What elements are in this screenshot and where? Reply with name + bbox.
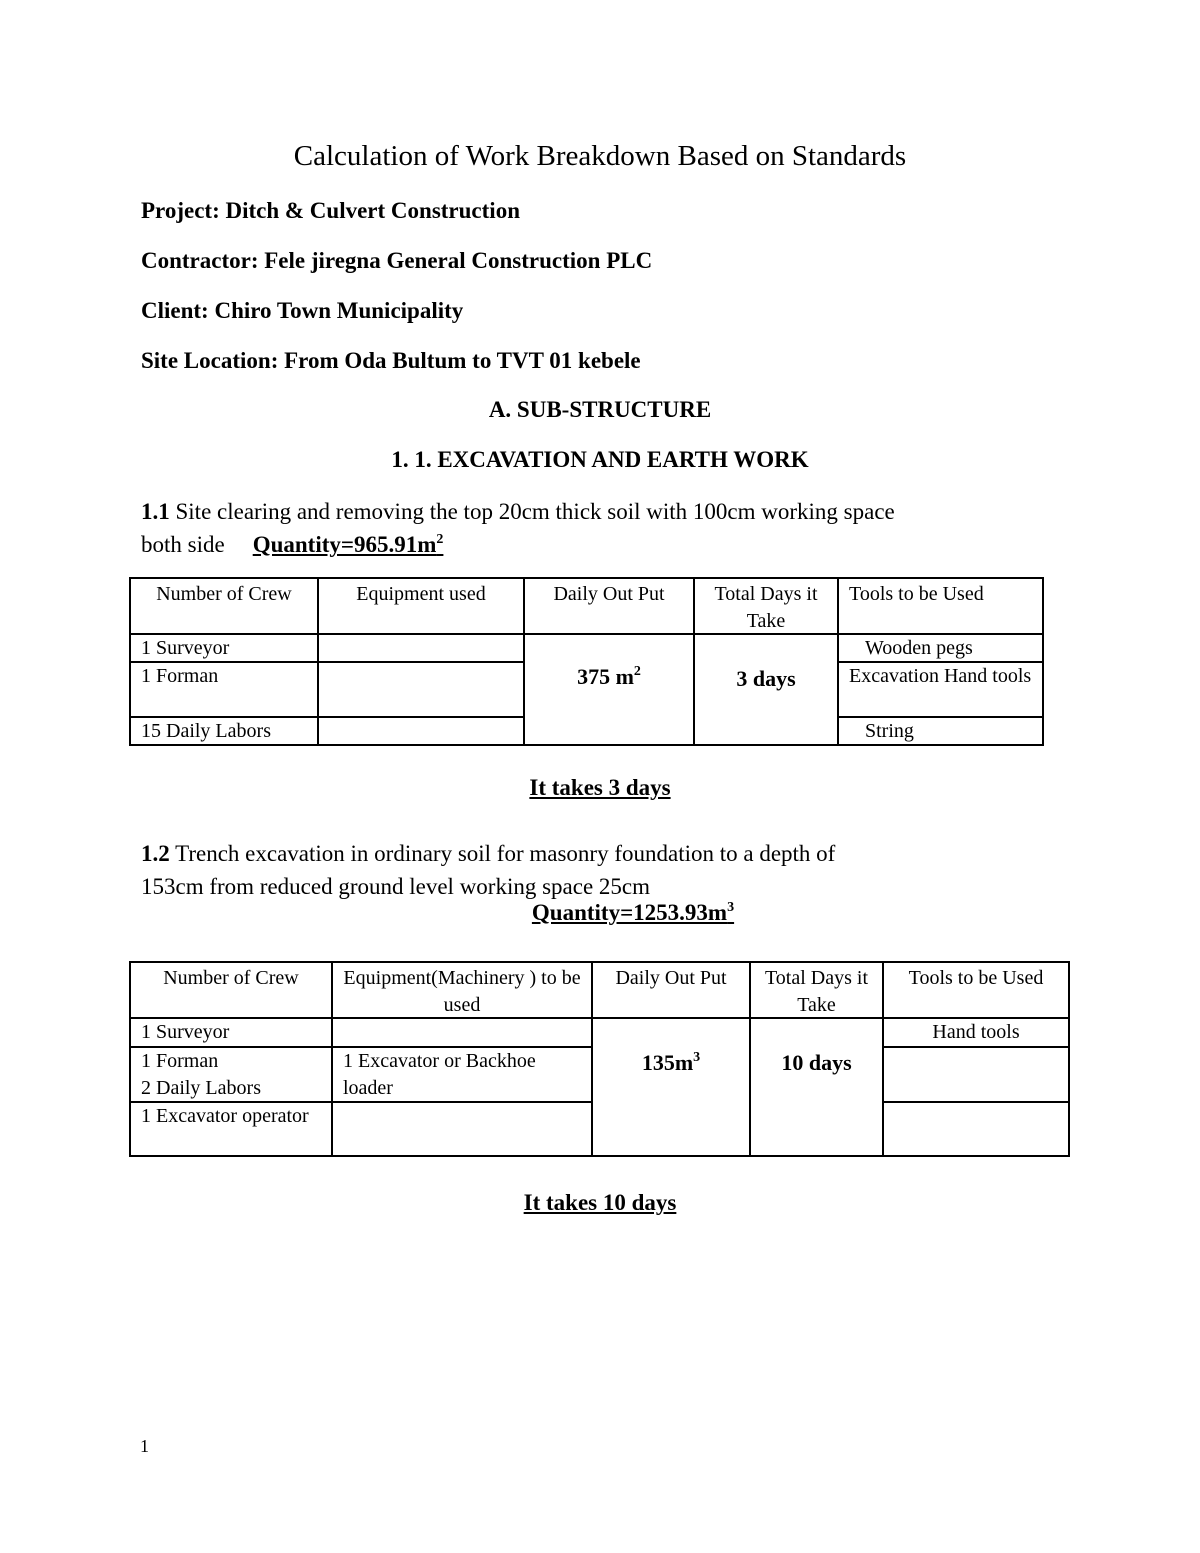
daily-output-cell: 375 $m^2$ <box>523 633 695 746</box>
item-number: 1.1 <box>141 499 170 524</box>
site-location-line: Site Location: From Oda Bultum to TVT 01 kebele <box>141 348 641 373</box>
project-line: Project: Ditch & Culvert Construction <box>141 198 520 223</box>
quantity-label: $Quantity=965.91m^2$ <box>252 532 444 557</box>
tools-cell: Excavation Hand tools <box>837 661 1044 718</box>
equipment-cell <box>317 661 525 718</box>
client-line: Client: Chiro Town Municipality <box>141 298 464 323</box>
table-header-cell: Total Days it Take <box>749 961 884 1019</box>
table-header-cell: Tools to be Used <box>882 961 1070 1019</box>
equipment-cell: 1 Excavator or Backhoe loader <box>331 1046 593 1103</box>
item-text-line2: both side <box>141 532 225 557</box>
conclusion-1-2: It takes 10 days <box>523 1190 677 1215</box>
crew-cell: 1 Forman 2 Daily Labors <box>129 1046 333 1103</box>
crew-cell: 15 Daily Labors <box>129 716 319 746</box>
quantity-1-2: $Quantity=1253.93m^3$ <box>531 900 735 925</box>
section-heading-a: A. SUB-STRUCTURE <box>488 397 712 422</box>
document-title: Calculation of Work Breakdown Based on Standards <box>293 140 907 172</box>
equipment-cell <box>317 633 525 663</box>
crew-cell: 1 Surveyor <box>129 633 319 663</box>
item-number: 1.2 <box>141 841 170 866</box>
item-text-line1: Trench excavation in ordinary soil for masonry foundation to a depth of <box>169 841 836 866</box>
crew-cell: 1 Excavator operator <box>129 1101 333 1157</box>
item-text-line2: 153cm from reduced ground level working space 25cm <box>141 874 651 899</box>
item-text-line1: Site clearing and removing the top 20cm thick soil with 100cm working space <box>169 499 895 524</box>
tools-cell <box>882 1101 1070 1157</box>
table-header-cell: Daily Out Put <box>523 577 695 635</box>
daily-output-cell: $135m^3$ <box>591 1017 751 1157</box>
equipment-cell <box>317 716 525 746</box>
table-header-cell: Equipment(Machinery ) to be used <box>331 961 593 1019</box>
table-header-cell: Equipment used <box>317 577 525 635</box>
item-1-1-description <box>141 495 895 561</box>
table-header-cell: Daily Out Put <box>591 961 751 1019</box>
item-1-2-description <box>141 837 835 903</box>
total-days-cell: 3 days <box>693 633 839 746</box>
table-header-cell: Number of Crew <box>129 961 333 1019</box>
page-number: 1 <box>140 1436 149 1456</box>
crew-cell: 1 Surveyor <box>129 1017 333 1048</box>
tools-cell: String <box>837 716 1044 746</box>
tools-cell: Wooden pegs <box>837 633 1044 663</box>
contractor-line: Contractor: Fele jiregna General Construction PLC <box>141 248 653 273</box>
tools-cell: Hand tools <box>882 1017 1070 1048</box>
equipment-cell <box>331 1017 593 1048</box>
total-days-cell: 10 days <box>749 1017 884 1157</box>
equipment-cell <box>331 1101 593 1157</box>
table-header-cell: Number of Crew <box>129 577 319 635</box>
conclusion-1-1: It takes 3 days <box>529 775 671 800</box>
table-header-cell: Tools to be Used <box>837 577 1044 635</box>
crew-cell: 1 Forman <box>129 661 319 718</box>
table-header-cell: Total Days it Take <box>693 577 839 635</box>
tools-cell <box>882 1046 1070 1103</box>
section-heading-1: 1. 1. EXCAVATION AND EARTH WORK <box>391 447 809 472</box>
